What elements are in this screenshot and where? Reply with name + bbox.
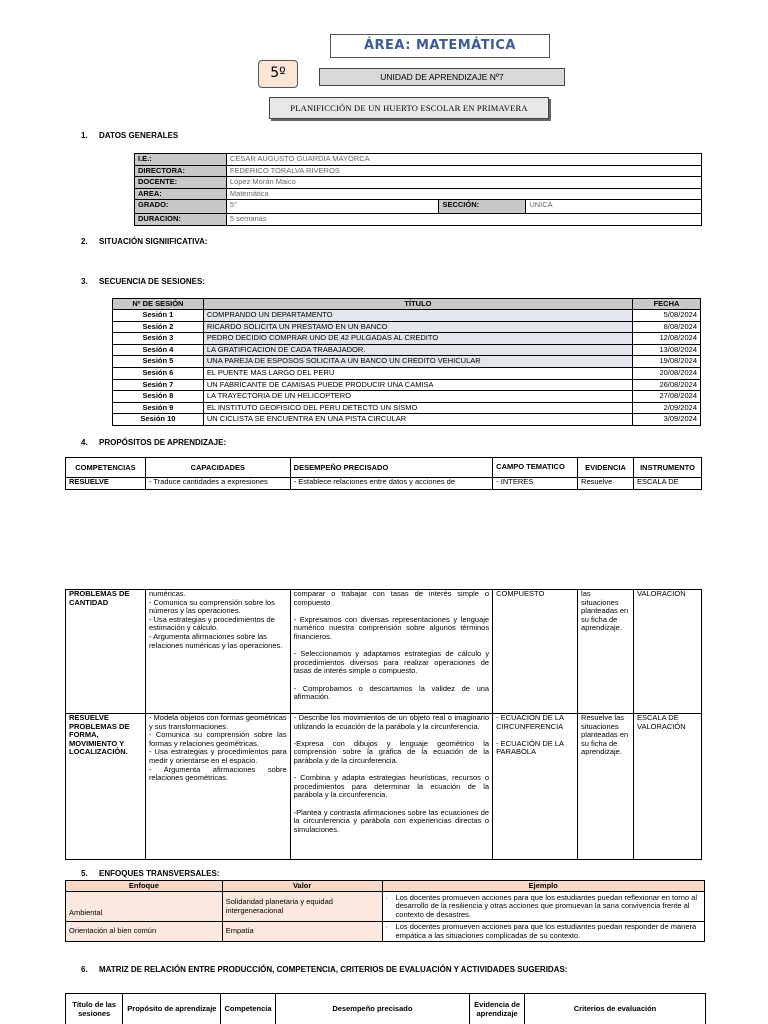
enfoques-table — [65, 880, 705, 942]
table-row: Sesión 5 UNA PAREJA DE ESPOSOS SOLICITA A UN BANCO UN CREDITO VEHICULAR 19/08/2024 — [113, 356, 701, 368]
section-heading-enfoques: 5. ENFOQUES TRANSVERSALES: — [81, 869, 220, 878]
sesiones-table — [112, 298, 701, 426]
table-row: DURACION: 5 semanas — [135, 214, 702, 226]
table-row: Sesión 4 LA GRATIFICACION DE CADA TRABAJADOR. 13/08/2024 — [113, 344, 701, 356]
table-row: GRADO: 5° SECCIÓN: UNICA — [135, 200, 702, 214]
matriz-table — [65, 993, 706, 1024]
section-heading-situacion: 2. SITUACIÓN SIGNIIFICATIVA: — [81, 237, 208, 246]
table-header-row: Nº DE SESIÓN TÍTULO FECHA — [113, 299, 701, 310]
plan-title: PLANIFICCIÓN DE UN HUERTO ESCOLAR EN PRIMAVERA — [269, 97, 549, 119]
propositos-table-continued — [65, 589, 702, 860]
table-row: Sesión 10 UN CICLISTA SE ENCUENTRA EN UNA PISTA CIRCULAR 3/09/2024 — [113, 414, 701, 426]
table-row: DOCENTE: López Morán Maico — [135, 177, 702, 189]
table-row: DIRECTORA: FEDERICO TORALVA RIVEROS — [135, 165, 702, 177]
table-row: RESUELVE - Traduce cantidades a expresiones - Establece relaciones entre datos y acciones de - INTERES Resuelve ESCALA DE — [66, 478, 702, 490]
table-row: Ambiental Solidaridad planetaria y equidad intergeneracional · Los docentes promueven acciones para que los estudiantes puedan reflexionar en torno al desarrollo de la resiliencia y otras acciones que promuevan la sana convivencia frente al contexto de desastres. — [66, 892, 705, 922]
table-header-row: Título de las sesiones Propósito de aprendizaje Competencia Desempeño precisado Evidencia de aprendizaje Criterios de evaluación — [66, 994, 706, 1024]
section-heading-sesiones: 3. SECUENCIA DE SESIONES: — [81, 277, 205, 286]
table-row: Sesión 7 UN FABRICANTE DE CAMISAS PUEDE PRODUCIR UNA CAMISA 26/08/2024 — [113, 379, 701, 391]
table-row: RESUELVE PROBLEMAS DE FORMA, MOVIMIENTO Y LOCALIZACIÓN. - Modela objetos con formas geométricas y sus transformaciones. - Comunica su comprensión sobre las formas y relaciones geométricas. - Usa estrategias y procedimientos para medir y orientarse en el espacio. - Argumenta afirmaciones sobre relaciones geométricas. - Describe los movimientos de un objeto real o imaginario utilizando la ecuación de la parábola y la circunferencia. -Expresa con dibujos y lenguaje geométrico la comprensión sobre la gráfica de la ecuación de la parábola y de la circunferencia. - Combina y adapta estrategias heurísticas, recursos o procedimientos para determinar la ecuación de la parábola y la circunferencia. -Plantea y contrasta afirmaciones sobre las ecuaciones de la circunferencia y parábola con experiencias directas o simulaciones. - ECUACION DE LA CIRCUNFERENCIA - ECUACIÓN DE LA PARABOLA Resuelve las situaciones planteadas en su ficha de aprendizaje. ESCALA DE VALORACIÓN — [66, 714, 702, 860]
table-header-row: COMPETENCIAS CAPACIDADES DESEMPEÑO PRECISADO CAMPO TEMATICO EVIDENCIA INSTRUMENTO — [66, 458, 702, 478]
table-row: Orientación al bien común Empatía · Los docentes promueven acciones para que los estudiantes puedan responder de manera empática a las situaciones complicadas de su contexto. — [66, 922, 705, 942]
table-row: PROBLEMAS DE CANTIDAD numéricas. - Comunica su comprensión sobre los números y las operaciones. - Usa estrategias y procedimientos de estimación y cálculo. - Argumenta afirmaciones sobre las relaciones numéricas y las operaciones. comparar o trabajar con tasas de interés simple o compuesto - Expresamos con diversas representaciones y lenguaje numérico nuestra comprensión sobre algunos términos financieros. - Seleccionamos y adaptamos estrategias de cálculo y procedimientos diversos para realizar operaciones de tasas de interés simple o compuesto. - Comprobamos o descartamos la validez de una afirmación. COMPUESTO las situaciones planteadas en su ficha de aprendizaje. VALORACION — [66, 590, 702, 714]
grade-badge: 5º — [258, 60, 298, 88]
table-row: Sesión 6 EL PUENTE MAS LARGO DEL PERU 20/08/2024 — [113, 367, 701, 379]
table-row: Sesión 3 PEDRO DECIDIO COMPRAR UNO DE 42 PULGADAS AL CREDITO 12/08/2024 — [113, 333, 701, 345]
table-row: Sesión 1 COMPRANDO UN DEPARTAMENTO 5/08/2024 — [113, 310, 701, 322]
table-header-row: Enfoque Valor Ejemplo — [66, 881, 705, 892]
datos-generales-table — [134, 153, 702, 226]
section-heading-datos: 1. DATOS GENERALES — [81, 131, 179, 140]
table-row: Sesión 8 LA TRAYECTORIA DE UN HELICOPTERO 27/08/2024 — [113, 391, 701, 403]
section-heading-matriz: 6. MATRIZ DE RELACIÓN ENTRE PRODUCCIÓN, COMPETENCIA, CRITERIOS DE EVALUACIÓN Y ACTIVIDADES SUGERIDAS: — [81, 965, 568, 974]
area-title: ÁREA: MATEMÁTICA — [330, 34, 550, 58]
table-row: I.E.: CESAR AUGUSTO GUARDIA MAYORCA — [135, 154, 702, 166]
unit-title: UNIDAD DE APRENDIZAJE Nº7 — [319, 68, 565, 86]
table-row: AREA: Matemática — [135, 188, 702, 200]
propositos-table-top — [65, 457, 702, 490]
table-row: Sesión 9 EL INSTITUTO GEOFISICO DEL PERU DETECTO UN SISMO 2/09/2024 — [113, 402, 701, 414]
section-heading-propositos: 4. PROPÓSITOS DE APRENDIZAJE: — [81, 438, 227, 447]
table-row: Sesión 2 RICARDO SOLICITA UN PRESTAMO EN UN BANCO 8/08/2024 — [113, 321, 701, 333]
